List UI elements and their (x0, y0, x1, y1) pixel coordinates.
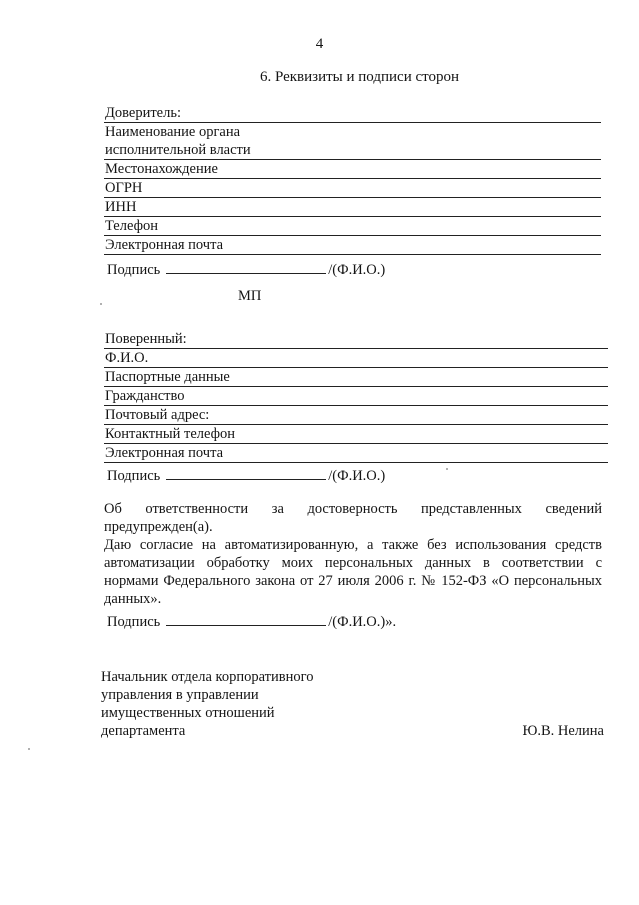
signature-blank (166, 612, 326, 626)
attorney-signature-line (107, 466, 385, 485)
signature-label: Подпись (107, 262, 161, 278)
signature-blank (166, 260, 326, 274)
grantor-heading: Доверитель: (104, 104, 601, 123)
grantor-signature-line (107, 260, 385, 279)
scan-speck (446, 468, 448, 470)
attorney-row-phone: Контактный телефон (104, 425, 608, 444)
grantor-row-email: Электронная почта (104, 236, 601, 255)
grantor-row-ogrn: ОГРН (104, 179, 601, 198)
consent-text-line: нормами Федерального закона от 27 июля 2006 г. № 152-ФЗ «О персональных (104, 573, 602, 589)
signature-suffix: /(Ф.И.О.)». (328, 614, 397, 630)
position-line: имущественных отношений (101, 705, 275, 721)
signatory-position (101, 668, 361, 740)
attorney-requisites (104, 330, 608, 463)
grantor-row-location: Местонахождение (104, 160, 601, 179)
stamp-placeholder: МП (238, 288, 262, 304)
attorney-row-citizenship: Гражданство (104, 387, 608, 406)
position-line: управления в управлении (101, 687, 259, 703)
responsibility-text-line: Об ответственности за достоверность представленных сведений (104, 501, 602, 517)
consent-text-line: данных». (104, 591, 162, 607)
attorney-row-address: Почтовый адрес: (104, 406, 608, 425)
attorney-row-name: Ф.И.О. (104, 349, 608, 368)
scan-speck (100, 303, 102, 305)
responsibility-text-line: предупрежден(а). (104, 519, 213, 535)
scan-speck (28, 748, 30, 750)
attorney-row-email: Электронная почта (104, 444, 608, 463)
grantor-row-label: Наименование органа (105, 124, 241, 140)
consent-signature-line (107, 612, 396, 631)
signatory-name: Ю.В. Нелина (522, 723, 604, 739)
grantor-field-authority (104, 123, 601, 160)
section-title: 6. Реквизиты и подписи сторон (259, 69, 460, 85)
position-line: Начальник отдела корпоративного (101, 669, 314, 685)
attorney-row-passport: Паспортные данные (104, 368, 608, 387)
position-line: департамента (101, 723, 186, 739)
page-number: 4 (315, 36, 324, 52)
consent-text-line: автоматизации обработку моих персональных данных в соответствии с (104, 555, 602, 571)
grantor-requisites (104, 104, 601, 255)
signature-suffix: /(Ф.И.О.) (328, 262, 386, 278)
consent-statement (104, 500, 602, 608)
signature-label: Подпись (107, 468, 161, 484)
signature-label: Подпись (107, 614, 161, 630)
grantor-row-phone: Телефон (104, 217, 601, 236)
attorney-heading: Поверенный: (104, 330, 608, 349)
grantor-row-label: исполнительной власти (104, 141, 601, 160)
grantor-row-inn: ИНН (104, 198, 601, 217)
signature-blank (166, 466, 326, 480)
consent-text-line: Даю согласие на автоматизированную, а также без использования средств (104, 537, 602, 553)
signature-suffix: /(Ф.И.О.) (328, 468, 386, 484)
